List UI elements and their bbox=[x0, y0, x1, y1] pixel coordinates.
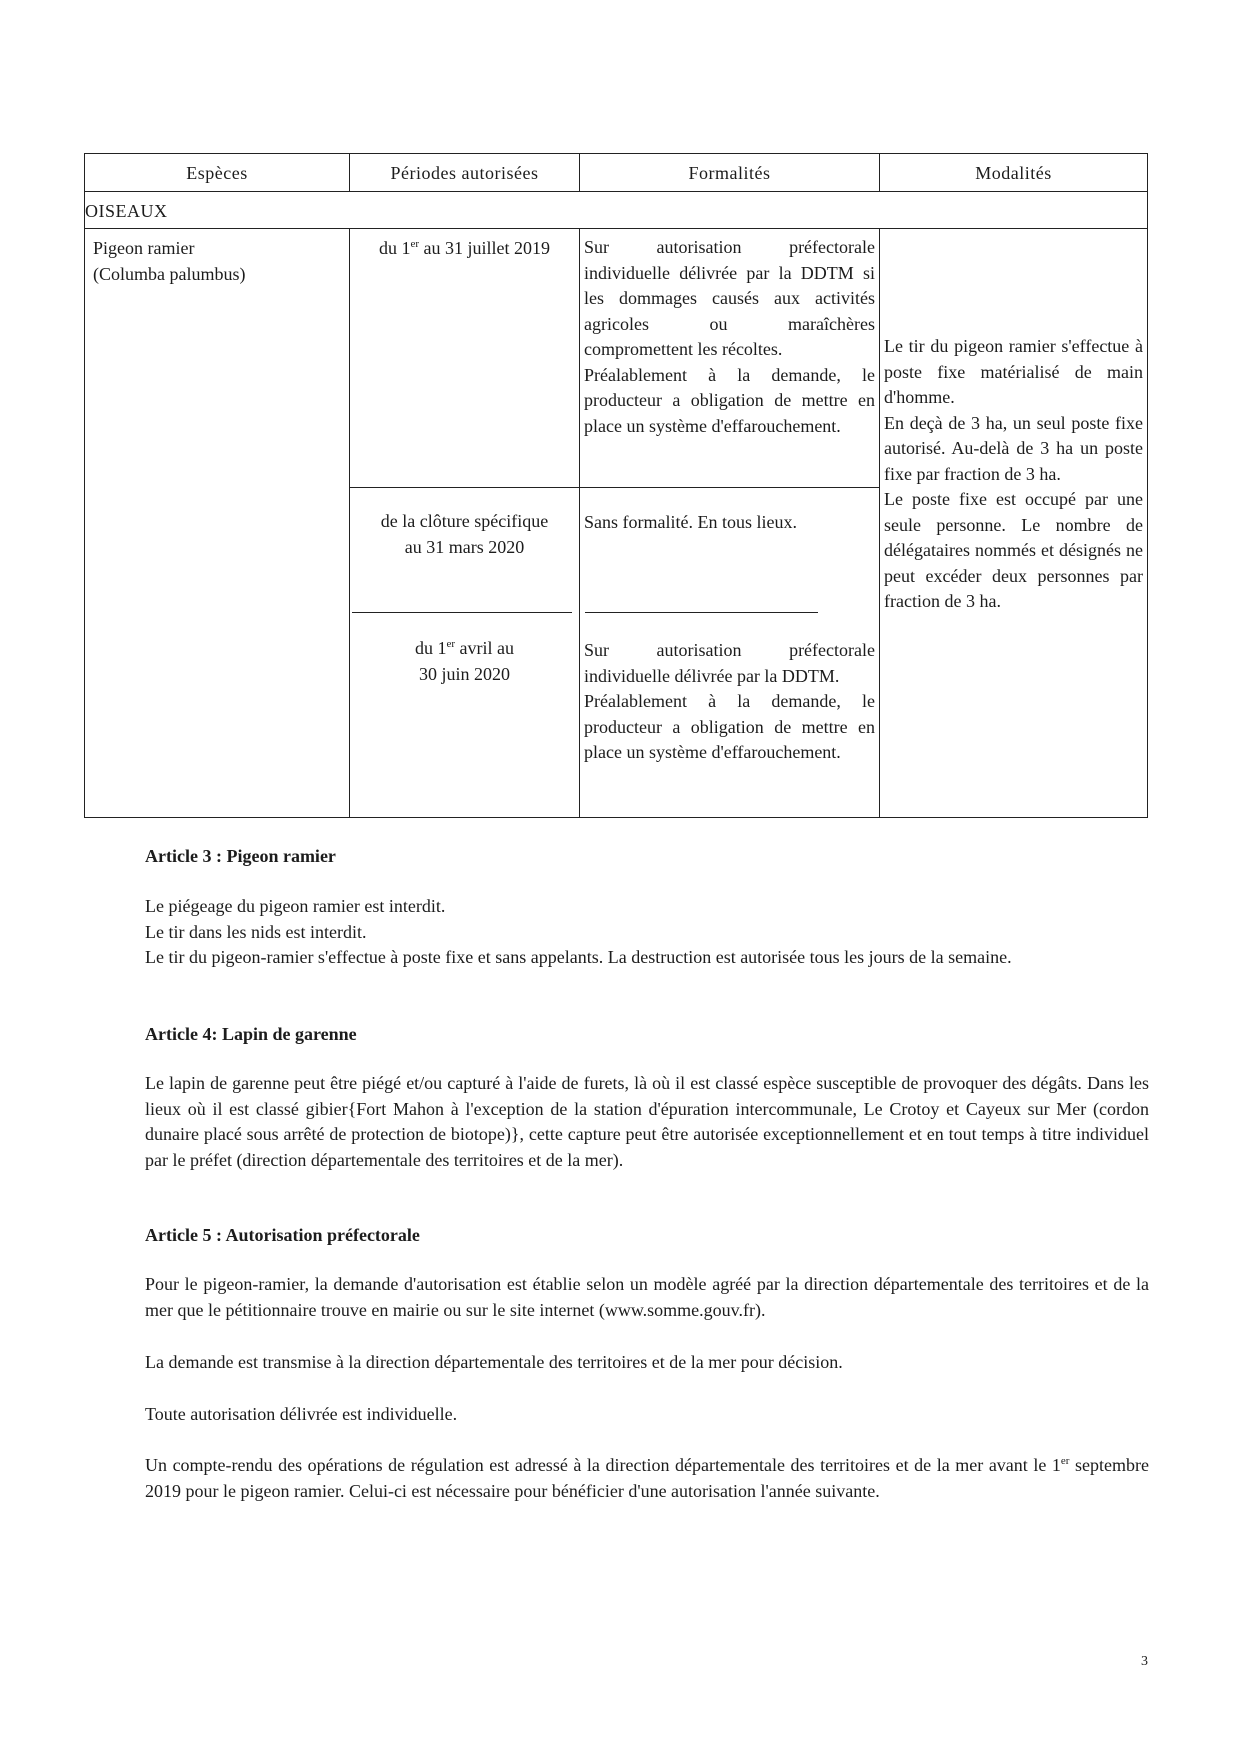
species-latin: (Columba palumbus) bbox=[93, 263, 246, 284]
period-2: de la clôture spécifique au 31 mars 2020 bbox=[380, 511, 549, 557]
article-5-title: Article 5 : Autorisation préfectorale bbox=[145, 1225, 420, 1245]
species-cell bbox=[93, 236, 343, 287]
header-periodes: Périodes autorisées bbox=[390, 162, 539, 183]
header-formalites: Formalités bbox=[688, 162, 771, 183]
article-4-title: Article 4: Lapin de garenne bbox=[145, 1024, 357, 1044]
header-especes: Espèces bbox=[186, 162, 248, 183]
period-divider-1 bbox=[349, 487, 880, 488]
period-divider-2b bbox=[585, 612, 818, 613]
col-divider-3 bbox=[879, 228, 880, 817]
period-1: du 1er au 31 juillet 2019 bbox=[378, 238, 551, 258]
period-divider-2a bbox=[352, 612, 572, 613]
article-5-p4: Un compte-rendu des opérations de régulation est adressé à la direction départementale des territoires et de la mer avant le 1er septembre 2019 pour le pigeon ramier. Celui-ci est nécessaire pour bénéficier d'une autorisation l'année suivante. bbox=[145, 1455, 1150, 1501]
section-divider bbox=[85, 228, 1147, 229]
article-5-p3: Toute autorisation délivrée est individuelle. bbox=[145, 1404, 458, 1424]
regulation-table bbox=[84, 153, 1148, 818]
formalites-3: Sur autorisation préfectorale individuelle délivrée par la DDTM. Préalablement à la demande, le producteur a obligation de mettre en place un système d'effarouchement. bbox=[584, 640, 875, 762]
modalites-cell: Le tir du pigeon ramier s'effectue à poste fixe matérialisé de main d'homme. En deçà de 3 ha, un seul poste fixe autorisé. Au-delà de 3 ha un poste fixe par fraction de 3 ha. Le poste fixe est occupé par une seule personne. Le nombre de délégataires nommés et désignés ne peut excéder deux personnes par fraction de 3 ha. bbox=[884, 336, 1143, 611]
article-5-p2: La demande est transmise à la direction départementale des territoires et de la mer pour décision. bbox=[145, 1352, 843, 1372]
species-name: Pigeon ramier bbox=[93, 238, 195, 258]
formalites-2: Sans formalité. En tous lieux. bbox=[584, 512, 797, 532]
section-oiseaux: OISEAUX bbox=[85, 201, 168, 221]
article-4-body: Le lapin de garenne peut être piégé et/ou capturé à l'aide de furets, là où il est classé espèce susceptible de provoquer des dégâts. Dans les lieux où il est classé gibier{Fort Mahon à l'exception de la station d'épuration intercommunale, Le Crotoy et Cayeux sur Mer (cordon dunaire placé sous arrêté de protection de biotope)}, cette capture peut être autorisée exceptionnellement et en tout temps à titre individuel par le préfet (direction départementale des territoires et de la mer). bbox=[145, 1073, 1149, 1170]
header-modalites: Modalités bbox=[975, 162, 1052, 183]
period-3: du 1er avril au 30 juin 2020 bbox=[414, 638, 515, 684]
article-5-p1: Pour le pigeon-ramier, la demande d'autorisation est établie selon un modèle agréé par la direction départementale des territoires et de la mer que le pétitionnaire trouve en mairie ou sur le site internet (www.somme.gouv.fr). bbox=[145, 1274, 1149, 1320]
article-3-title: Article 3 : Pigeon ramier bbox=[145, 846, 336, 866]
page-number: 3 bbox=[1141, 1654, 1148, 1669]
article-3-body: Le piégeage du pigeon ramier est interdit. Le tir dans les nids est interdit. Le tir du pigeon-ramier s'effectue à poste fixe et sans appelants. La destruction est autorisée tous les jours de la semaine. bbox=[145, 896, 1012, 967]
formalites-1: Sur autorisation préfectorale individuelle délivrée par la DDTM si les dommages causés aux activités agricoles ou maraîchères compromettent les récoltes. Préalablement à la demande, le producteur a obligation de mettre en place un système d'effarouchement. bbox=[584, 237, 875, 436]
col-divider-2 bbox=[579, 228, 580, 817]
